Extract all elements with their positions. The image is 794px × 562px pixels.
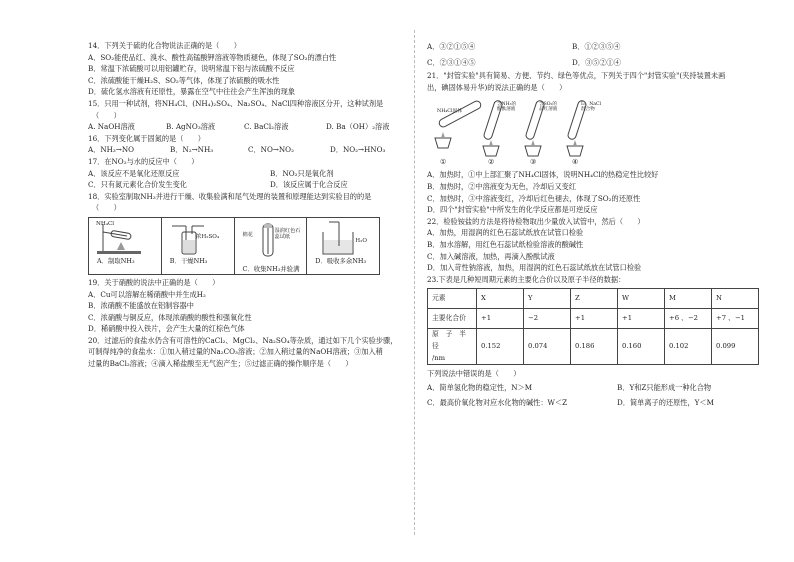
- q18-fig-a-label: NH₄Cl: [96, 220, 115, 227]
- table-header-cell: X: [477, 289, 524, 309]
- q23-option-d: D．简单离子的还原性，Y＜M: [617, 398, 714, 408]
- q14-option-c: C．浓硫酸能干燥H₂S、SO₂等气体，体现了浓硫酸的吸水性: [88, 75, 280, 85]
- q21-tube-2-label: 含NH₃的酚酞溶液: [497, 102, 517, 113]
- q18-stem: 18．实验室制取NH₃并进行干燥、收集验满和尾气处理的装置和原理能达到实验目的的是: [88, 191, 372, 201]
- q15-option-a: A. NaOH溶液: [88, 122, 135, 132]
- q21-option-b: B．加热时，②中溶液变为无色，冷却后又变红: [427, 181, 577, 191]
- q17-option-c: C．只有氮元素化合价发生变化: [88, 180, 187, 190]
- q20-option-a: A．③②①⑤④: [427, 42, 476, 51]
- table-header-cell: 元素: [428, 289, 477, 309]
- q16-stem: 16．下列变化属于固氮的是（ ）: [88, 133, 205, 143]
- q22-option-d: D．加入苛性钠溶液，加热，用湿润的红色石蕊试纸放在试管口检验: [427, 263, 642, 273]
- absorption-beaker-drawing: [309, 220, 377, 260]
- q21-option-d: D．四个"封管实验"中所发生的化学反应都是可逆反应: [427, 205, 598, 215]
- table-cell: 0.099: [712, 329, 759, 365]
- q21-tube-1-number: ①: [440, 157, 447, 167]
- q15-options: [88, 121, 458, 133]
- table-cell: 0.186: [571, 329, 618, 365]
- q20-line-2: 可制得纯净的食盐水：①加入稍过量的Na₂CO₃溶液；②加入稍过量的NaOH溶液；③加入稍: [88, 347, 383, 357]
- table-header-cell: W: [618, 289, 665, 309]
- table-row: [428, 329, 759, 365]
- table-row-label: [428, 329, 477, 365]
- q19-option-a: A．Cu可以溶解在稀硝酸中并生成H₂: [88, 289, 206, 299]
- q16-option-d: D．NO₂→HNO₃: [330, 145, 386, 155]
- table-row-label-line2: /nm: [432, 353, 446, 362]
- q16-option-b: B．N₂→NH₃: [170, 145, 214, 155]
- q18-fig-d: [307, 218, 379, 274]
- table-row-label-line1: 原 子 半 径: [432, 330, 473, 350]
- q15-option-d: D. Ba（OH）₂溶液: [326, 122, 390, 132]
- q14-stem: 14．下列关于硫的化合物说法正确的是（ ）: [88, 41, 241, 50]
- table-header-cell: M: [665, 289, 712, 309]
- q18-stem-cont: （ ）: [92, 203, 121, 213]
- q23-option-c: C．最高价氧化物对应水化物的碱性：W＜Z: [427, 398, 568, 408]
- q17-options-row1: [88, 168, 458, 180]
- q14-option-a: A．SO₂能使品红、溴水、酸性高锰酸钾溶液等物质褪色，体现了SO₂的漂白性: [88, 52, 337, 62]
- q21-line-1: 21．"封管实验"具有简易、方便、节约、绿色等优点，下列关于四个"封管实验"(夹持装置未画: [427, 71, 726, 81]
- table-header-cell: Y: [524, 289, 571, 309]
- q22-option-c: C．加入碱溶液，加热，再滴入酚酞试液: [427, 251, 555, 261]
- q21-tube-3-label: 含SO₂的品红溶液: [539, 102, 558, 113]
- table-row: [428, 309, 759, 329]
- q23-options-row2: [427, 397, 794, 409]
- table-cell: +1: [571, 309, 618, 329]
- q21-line-2: 出，碘固体易升华)的说法正确的是（ ）: [427, 82, 567, 92]
- q23-stem-2: 下列说法中错误的是（ ）: [427, 369, 521, 379]
- left-column: [88, 40, 458, 370]
- q14-option-b: B．常温下浓硫酸可以用铝罐贮存，说明常温下铝与浓硫酸不反应: [88, 64, 295, 74]
- q22-option-b: B．加水溶解，用红色石蕊试纸检验溶液的酸碱性: [427, 239, 584, 249]
- q21-option-a: A．加热时，①中上部汇聚了NH₄Cl固体，说明NH₄Cl的热稳定性比较好: [427, 170, 659, 180]
- q18-fig-c-label: 湿润红色石蕊试纸: [274, 227, 301, 240]
- q20-options-row1: [427, 41, 794, 53]
- table-cell: −2: [524, 309, 571, 329]
- q21-tube-2-number: ②: [488, 157, 495, 167]
- q15-stem-cont: （ ）: [92, 110, 121, 120]
- q22-stem: 22．检验铵盐的方法是将待检物取出少量放入试管中，然后（ ）: [427, 216, 645, 226]
- q17-option-a: A．该反应不是氧化还原反应: [88, 168, 180, 178]
- table-header-cell: Z: [571, 289, 618, 309]
- q18-fig-a: [89, 218, 162, 274]
- q15-stem: 15．只用一种试剂，将NH₄Cl、(NH₄)₂SO₄、Na₂SO₄、NaCl四种溶液区分开，这种试剂是: [88, 98, 384, 108]
- q18-caption-d: D．吸收多余NH₃: [315, 257, 367, 266]
- q20-option-c: C．②③①④⑤: [427, 57, 476, 67]
- q21-tube-3-number: ③: [530, 157, 537, 167]
- q18-fig-c-label2: 棉花: [242, 231, 253, 238]
- q18-fig-c: [235, 218, 308, 274]
- q16-options: [88, 144, 458, 156]
- q20-option-d: D．③⑤②①④: [572, 57, 621, 67]
- q20-line-3: 过量的BaCl₂溶液；④滴入稀盐酸至无气泡产生；⑤过滤正确的操作顺序是（ ）: [88, 359, 353, 369]
- q19-option-c: C．浓硝酸与铜反应，体现浓硝酸的酸性和强氧化性: [88, 312, 252, 322]
- q18-fig-d-label: H₂O: [355, 237, 367, 244]
- q17-option-b: B．NO₂只是氧化剂: [270, 168, 334, 178]
- q21-sealed-tube-figure: [427, 94, 794, 166]
- table-cell: 0.152: [477, 329, 524, 365]
- q20-options-row2: [427, 57, 794, 69]
- q16-option-c: C．NO→NO₂: [248, 145, 294, 155]
- q17-stem: 17．在NO₂与水的反应中（ ）: [88, 156, 199, 166]
- q18-caption-c: C．收集NH₃并验满: [242, 264, 300, 273]
- q21-option-c: C．加热时，③中溶液变红，冷却后红色褪去，体现了SO₂的还原性: [427, 193, 641, 203]
- table-cell: +7 、−1: [712, 309, 759, 329]
- q15-option-c: C. BaCl₂溶液: [244, 122, 289, 132]
- q20-option-b: B．①②③⑤④: [572, 42, 621, 51]
- q18-caption-a: A．制取NH₃: [97, 257, 135, 266]
- q18-fig-b: [162, 218, 235, 274]
- q21-tube-1-label: NH₄Cl固体: [437, 109, 463, 115]
- q23-element-table: [427, 288, 759, 365]
- q19-option-d: D．稀硝酸中投入铁片，会产生大量的红棕色气体: [88, 324, 245, 334]
- q19-option-b: B．浓硝酸不能盛放在铝制容器中: [88, 301, 194, 311]
- q14-option-d: D．硫化氢水溶液有还原性，暴露在空气中往往会产生浑浊的现象: [88, 87, 296, 97]
- q18-caption-b: B．干燥NH₃: [169, 257, 208, 266]
- table-row-label: 主要化合价: [428, 309, 477, 329]
- table-cell: 0.074: [524, 329, 571, 365]
- right-column: [427, 41, 794, 409]
- table-cell: +6 、−2: [665, 309, 712, 329]
- q20-line-1: 20．过滤后的食盐水仍含有可溶性的CaCl₂、MgCl₂、Na₂SO₄等杂质，通过如下几个实验步骤，: [88, 335, 398, 345]
- q18-apparatus-figure: [88, 217, 380, 275]
- table-header-cell: N: [712, 289, 759, 309]
- q21-tube-4-label: I₂、NaCl混合物: [581, 102, 601, 113]
- q16-option-a: A．NH₃→NO: [88, 145, 135, 155]
- table-cell: 0.102: [665, 329, 712, 365]
- table-header-row: [428, 289, 759, 309]
- q23-options-row1: [427, 382, 794, 394]
- q18-fig-b-label: 浓H₂SO₄: [195, 233, 220, 240]
- table-cell: +1: [477, 309, 524, 329]
- q15-option-b: B. AgNO₃溶液: [166, 122, 216, 132]
- q17-option-d: D．该反应属于化合反应: [270, 180, 348, 190]
- q23-option-a: A．简单氢化物的稳定性，N＞M: [427, 382, 533, 392]
- q21-tube-4-number: ④: [572, 157, 579, 167]
- q19-stem: 19．关于硝酸的说法中正确的是（ ）: [88, 277, 220, 287]
- table-cell: 0.160: [618, 329, 665, 365]
- q23-option-b: B．Y和Z只能形成一种化合物: [617, 382, 712, 392]
- q23-stem: 23.下表是几种短周期元素的主要化合价以及原子半径的数据：: [427, 274, 626, 284]
- q17-options-row2: [88, 179, 458, 191]
- table-cell: +1: [618, 309, 665, 329]
- q22-option-a: A．加热，用湿润的红色石蕊试纸放在试管口检验: [427, 228, 584, 238]
